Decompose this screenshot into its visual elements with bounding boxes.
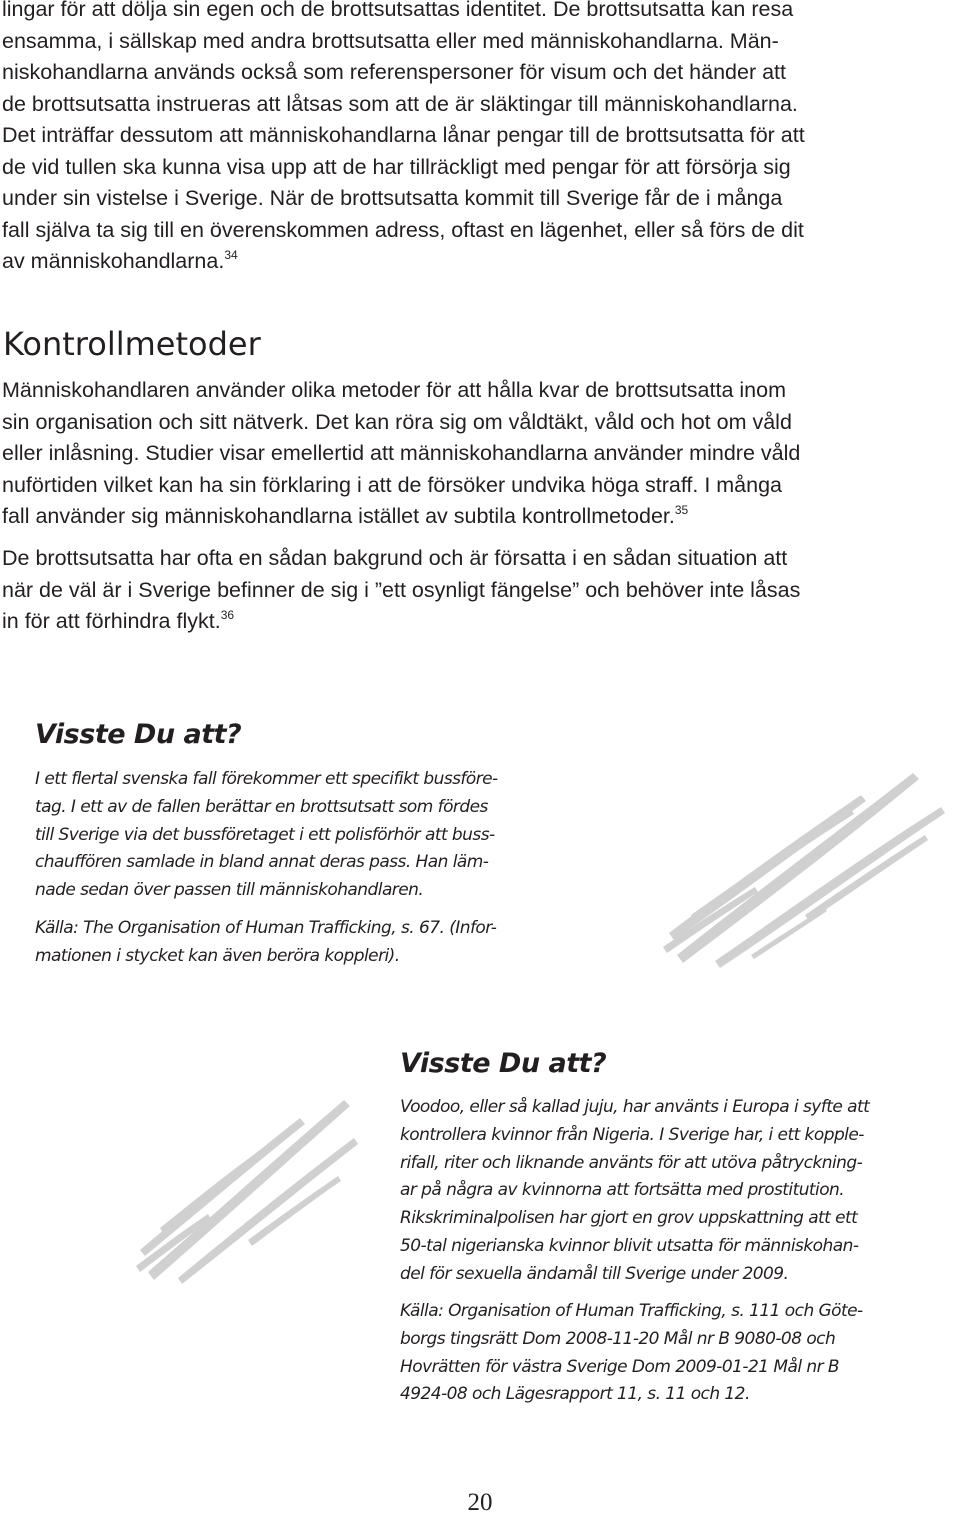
text-line [2,246,958,278]
text-line: mationen i stycket kan även beröra koppleri). [35,945,400,966]
text-line: kontrollera kvinnor från Nigeria. I Sverige har, i ett kopple- [400,1124,864,1145]
text-line-end: in för att förhindra flykt. [2,609,221,633]
text-line: 50-tal nigerianska kvinnor blivit utsatta för människohan- [400,1235,859,1256]
section-heading: Kontrollmetoder [3,325,261,363]
text-line: De brottsutsatta har ofta en sådan bakgrund och är försatta i en sådan situation att [2,546,788,570]
text-line: 4924-08 och Lägesrapport 11, s. 11 och 12. [400,1384,750,1405]
text-line: Rikskriminalpolisen har gjort en grov uppskattning att ett [400,1208,858,1229]
text-line-end: fall använder sig människohandlarna istället av subtila kontrollmetoder. [2,504,675,528]
text-line: de vid tullen ska kunna visa upp att de har tillräckligt med pengar för att försörja sig [2,154,791,179]
text-line: tag. I ett av de fallen berättar en brottsutsatt som fördes [35,796,488,817]
scratch-marks-icon [655,765,955,970]
footnote-ref: 35 [674,503,689,517]
text-line: när de väl är i Sverige befinner de sig i ”ett osynligt fängelse” och behöver inte låsas [2,577,801,602]
intro-paragraph [2,0,958,278]
text-line: niskohandlarna används också som referenspersoner för visum och det händer att [2,60,786,84]
text-line: till Sverige via det bussföretaget i ett polisförhör att buss- [35,824,495,845]
text-line: fall själva ta sig till en överenskommen adress, oftast en lägenhet, eller så förs de dit [2,217,804,242]
text-line: borgs tingsrätt Dom 2008-11-20 Mål nr B 9080-08 och [400,1328,836,1349]
text-line: sin organisation och sitt nätverk. Det kan röra sig om våldtäkt, våld och hot om våld [2,409,792,434]
text-line [2,501,958,533]
text-line: rifall, riter och liknande använts för att utöva påtryckning- [400,1152,863,1173]
footnote-ref: 36 [220,608,235,622]
text-line: Källa: The Organisation of Human Trafficking, s. 67. (Infor- [35,918,497,938]
text-line: del för sexuella ändamål till Sverige under 2009. [400,1263,789,1284]
text-line: lingar för att dölja sin egen och de brottsutsattas identitet. De brottsutsatta kan resa [2,0,794,21]
text-line-end: av människohandlarna. [2,249,225,273]
text-line: eller inlåsning. Studier visar emellertid att människohandlarna använder mindre våld [2,441,801,465]
scratch-marks-group [136,1100,358,1284]
text-line: Människohandlaren använder olika metoder för att hålla kvar de brottsutsatta inom [2,378,786,402]
text-line: ensamma, i sällskap med andra brottsutsatta eller med människohandlarna. Män- [2,28,779,53]
text-line: nade sedan över passen till människohandlaren. [35,880,424,901]
text-line [2,606,958,638]
fact-box-1-source [35,915,496,971]
text-line: I ett flertal svenska fall förekommer ett specifikt bussföre- [35,769,498,789]
footnote-ref: 34 [224,248,238,262]
text-line: Hovrätten för västra Sverige Dom 2009-01-21 Mål nr B [400,1356,839,1377]
text-line: nuförtiden vilket kan ha sin förklaring i att de försöker undvika höga straff. I många [2,472,783,497]
fact-box-2-title: Visste Du att? [400,1048,607,1079]
text-line: ar på några av kvinnorna att fortsätta med prostitution. [400,1180,845,1201]
section-paragraph-1 [2,375,958,533]
page-number: 20 [467,1489,493,1516]
fact-box-2-body [400,1094,869,1289]
text-line: under sin vistelse i Sverige. När de brottsutsatta kommit till Sverige får de i många [2,186,783,210]
text-line: de brottsutsatta instrueras att låtsas som att de är släktingar till människohandlarna. [2,91,798,116]
text-line: Det inträffar dessutom att människohandlarna lånar pengar till de brottsutsatta för att [2,123,805,147]
section-paragraph-2 [2,543,958,638]
fact-box-1-title: Visste Du att? [35,719,242,750]
fact-box-2-source [400,1298,863,1409]
text-line: Källa: Organisation of Human Trafficking, s. 111 och Göte- [400,1301,863,1321]
fact-box-1-body [35,766,498,905]
scratch-marks-group [663,773,945,968]
text-line: Voodoo, eller så kallad juju, har använts i Europa i syfte att [400,1097,870,1117]
text-line: chauffören samlade in bland annat deras pass. Han läm- [35,852,489,873]
scratch-marks-icon [130,1090,360,1285]
